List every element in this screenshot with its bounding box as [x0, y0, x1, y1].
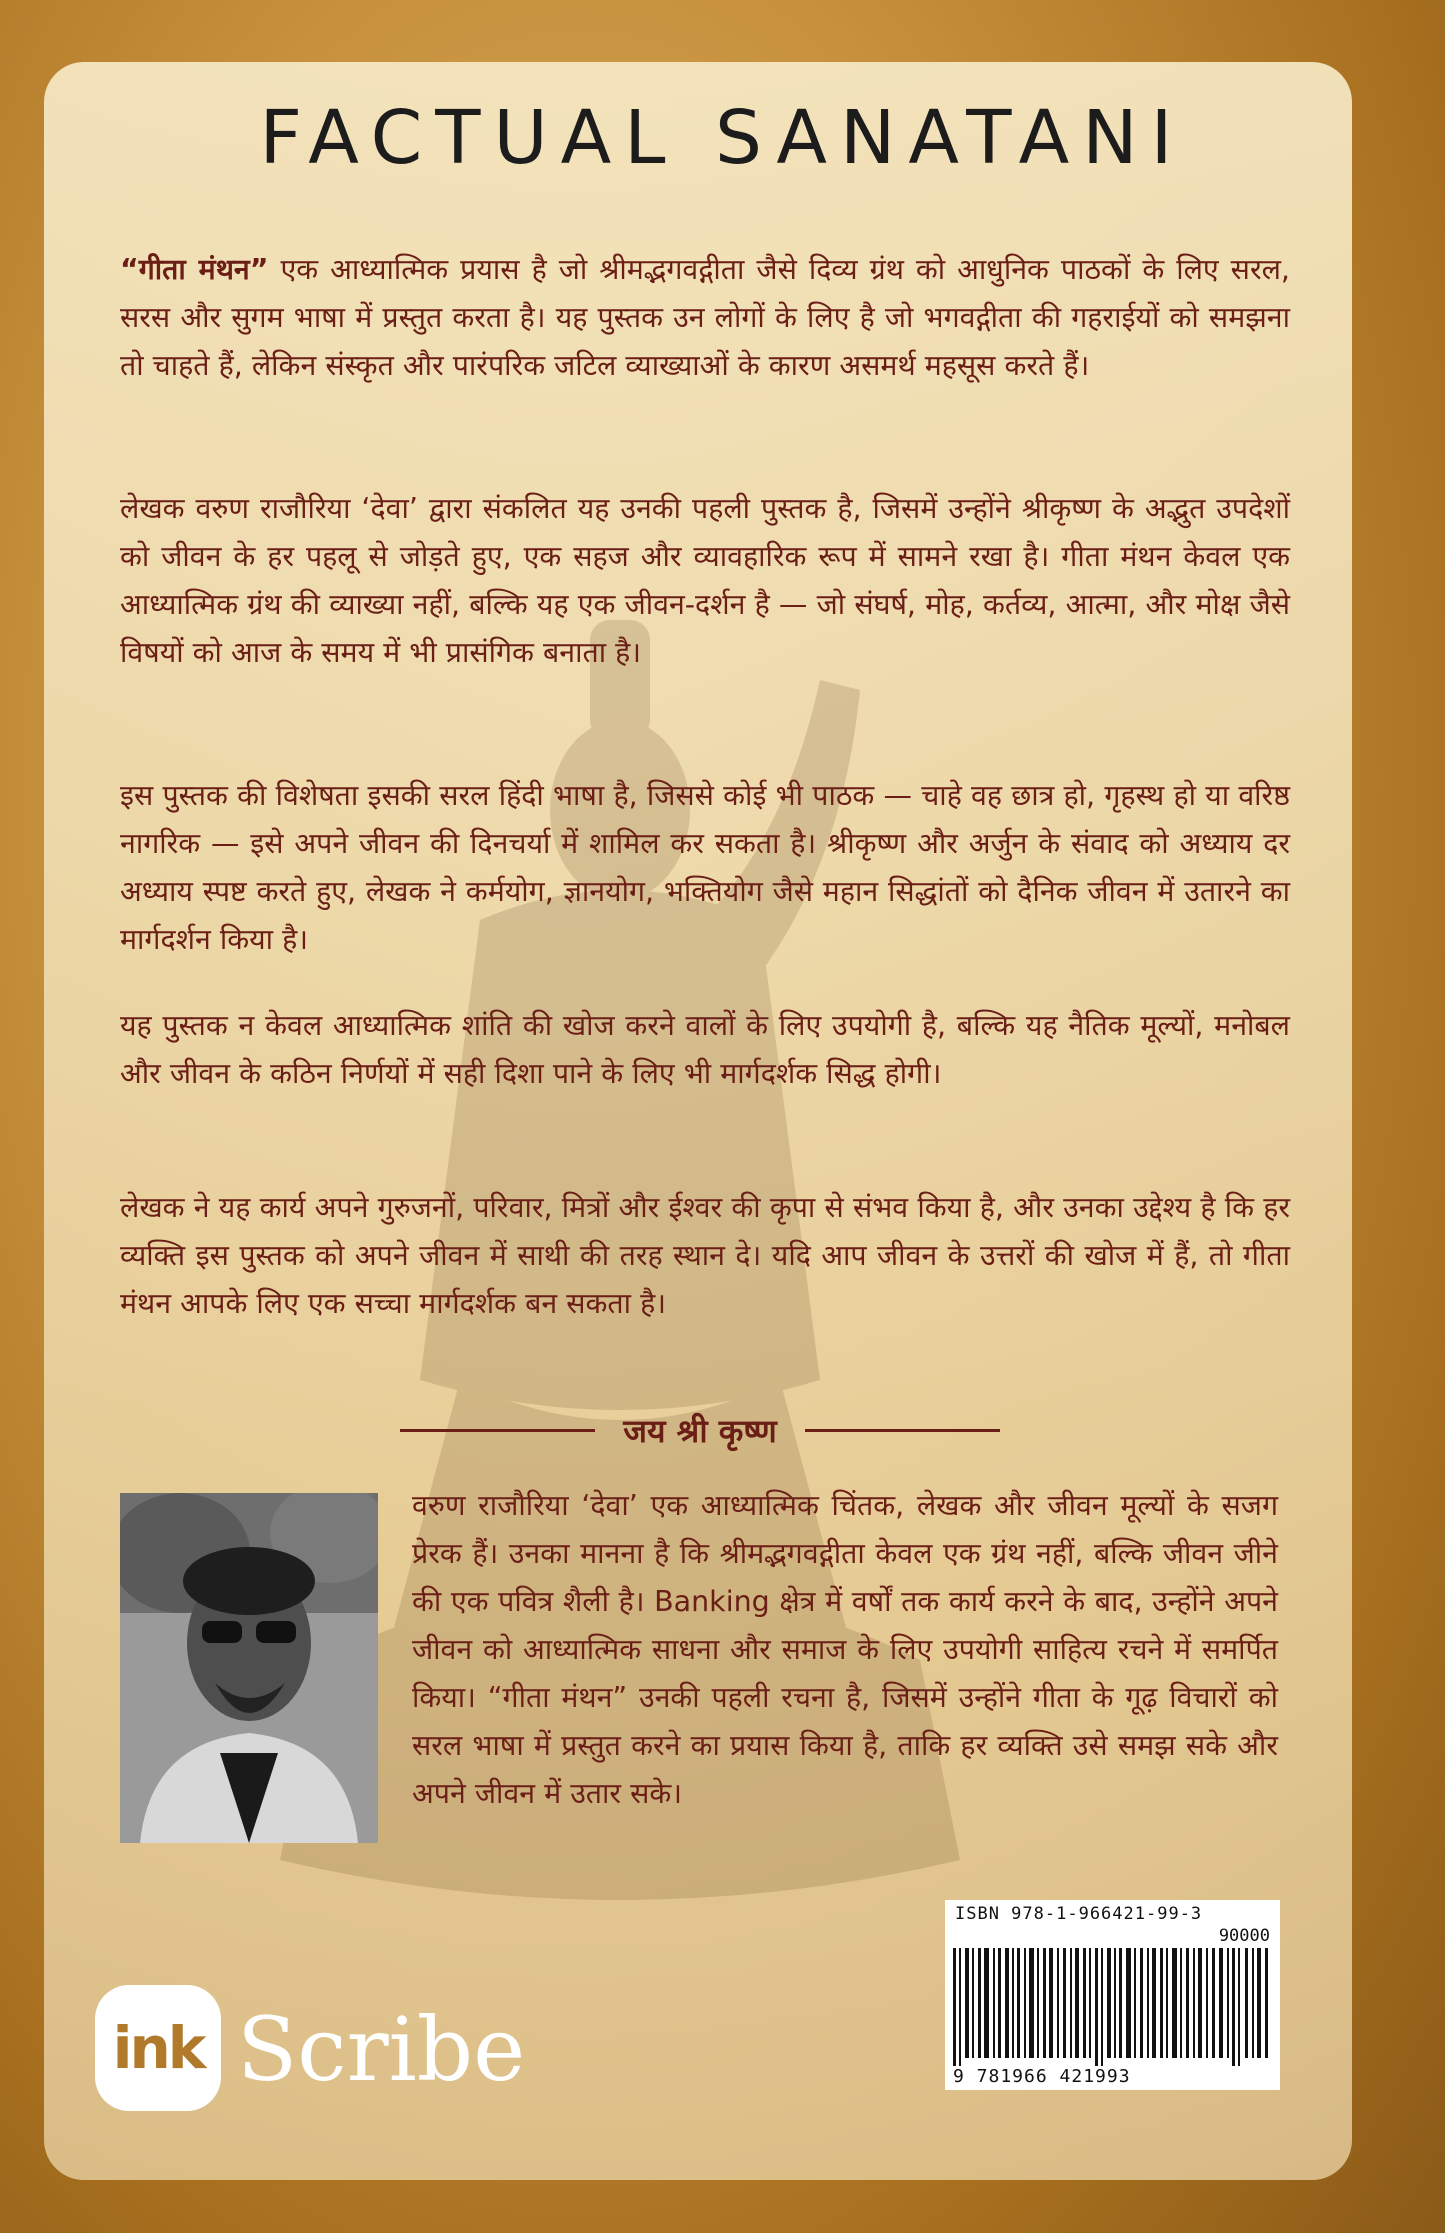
divider-line-right	[805, 1429, 1000, 1432]
description-paragraph-4: यह पुस्तक न केवल आध्यात्मिक शांति की खोज करने वालों के लिए उपयोगी है, बल्कि यह नैतिक मूल्यों, मनोबल और जीवन के कठिन निर्णयों में सही दिशा पाने के लिए भी मार्गदर्शक सिद्ध होगी।	[120, 1009, 1291, 1090]
divider-label: जय श्री कृष्ण	[623, 1411, 777, 1450]
isbn-label: ISBN 978-1-966421-99-3	[955, 1904, 1203, 1924]
isbn-digits: 9 781966 421993	[953, 2066, 1131, 2087]
series-title: FACTUAL SANATANI	[259, 95, 1186, 181]
description-paragraph-1-text: एक आध्यात्मिक प्रयास है जो श्रीमद्भगवद्गीता जैसे दिव्य ग्रंथ को आधुनिक पाठकों के लिए सरल, सरस और सुगम भाषा में प्रस्तुत करता है। यह पुस्तक उन लोगों के लिए है जो भगवद्गीता की गहराईयों को समझना तो चाहते हैं, लेकिन संस्कृत और पारंपरिक जटिल व्याख्याओं के कारण असमर्थ महसूस करते हैं।	[120, 253, 1290, 382]
divider-line-left	[400, 1429, 595, 1432]
isbn-barcode	[945, 1900, 1280, 2090]
description-paragraph-5: लेखक ने यह कार्य अपने गुरुजनों, परिवार, मित्रों और ईश्वर की कृपा से संभव किया है, और उनका उद्देश्य है कि हर व्यक्ति इस पुस्तक को अपने जीवन में साथी की तरह स्थान दे। यदि आप जीवन के उत्तरों की खोज में हैं, तो गीता मंथन आपके लिए एक सच्चा मार्गदर्शक बन सकता है।	[120, 1191, 1290, 1320]
author-bio: वरुण राजौरिया ‘देवा’ एक आध्यात्मिक चिंतक, लेखक और जीवन मूल्यों के सजग प्रेरक हैं। उनका मानना है कि श्रीमद्भगवद्गीता केवल एक ग्रंथ नहीं, बल्कि जीवन जीने की एक पवित्र शैली है। Banking क्षेत्र में वर्षों तक कार्य करने के बाद, उन्होंने अपने जीवन को आध्यात्मिक साधना और समाज के लिए उपयोगी साहित्य रचने में समर्पित किया। “गीता मंथन” उनकी पहली रचना है, जिसमें उन्होंने गीता के गूढ़ विचारों को सरल भाषा में प्रस्तुत करने का प्रयास किया है, ताकि हर व्यक्ति उसे समझ सके और अपने जीवन में उतार सके।	[412, 1489, 1278, 1810]
book-title-term: “गीता मंथन”	[120, 253, 269, 286]
publisher-badge-text: ink	[112, 2014, 204, 2082]
publisher-wordmark: Scribe	[237, 1998, 526, 2101]
author-portrait-image	[120, 1493, 378, 1843]
description-paragraph-1	[120, 246, 1290, 390]
author-photo	[120, 1493, 378, 1843]
section-divider	[400, 1405, 1000, 1455]
publisher-logo-badge	[95, 1985, 221, 2111]
price-code: 90000	[1218, 1926, 1270, 1946]
description-paragraph-3: इस पुस्तक की विशेषता इसकी सरल हिंदी भाषा है, जिससे कोई भी पाठक — चाहे वह छात्र हो, गृहस्थ हो या वरिष्ठ नागरिक — इसे अपने जीवन की दिनचर्या में शामिल कर सकता है। श्रीकृष्ण और अर्जुन के संवाद को अध्याय दर अध्याय स्पष्ट करते हुए, लेखक ने कर्मयोग, ज्ञानयोग, भक्तियोग जैसे महान सिद्धांतों को दैनिक जीवन में उतारने का मार्गदर्शन किया है।	[120, 779, 1290, 956]
publisher-logo	[95, 1985, 526, 2115]
description-paragraph-2: लेखक वरुण राजौरिया ‘देवा’ द्वारा संकलित यह उनकी पहली पुस्तक है, जिसमें उन्होंने श्रीकृष्ण के अद्भुत उपदेशों को जीवन के हर पहलू से जोड़ते हुए, एक सहज और व्यावहारिक रूप में सामने रखा है। गीता मंथन केवल एक आध्यात्मिक ग्रंथ की व्याख्या नहीं, बल्कि यह एक जीवन-दर्शन है — जो संघर्ष, मोह, कर्तव्य, आत्मा, और मोक्ष जैसे विषयों को आज के समय में भी प्रासंगिक बनाता है।	[120, 492, 1290, 669]
barcode-bars	[953, 1948, 1273, 2066]
